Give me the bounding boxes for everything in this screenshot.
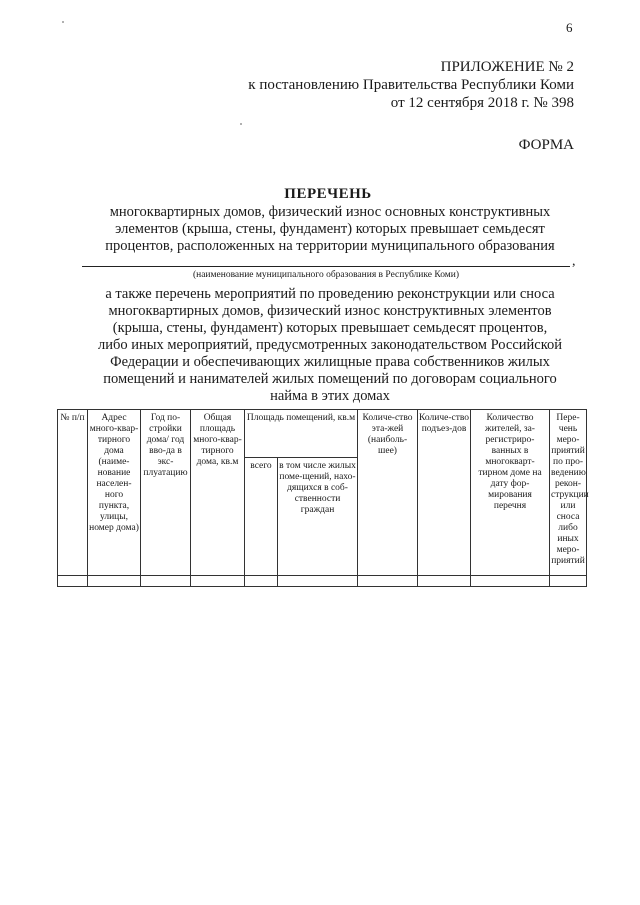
appendix-date: от 12 сентября 2018 г. № 398 xyxy=(390,95,574,111)
measures-line: помещений и нанимателей жилых помещений по договорам социального xyxy=(103,371,557,387)
description-line: процентов, расположенных на территории муниципального образования xyxy=(105,238,555,254)
table-cell xyxy=(550,576,587,587)
scan-speck xyxy=(240,123,242,125)
table-cell xyxy=(418,576,471,587)
header-cell-total-area: Общая площадь много-квар-тирного дома, кв.м xyxy=(191,410,245,576)
table-cell xyxy=(245,576,278,587)
table-cell xyxy=(191,576,245,587)
header-cell-year: Год по-стройки дома/ год вво-да в экс-плуатацию xyxy=(141,410,191,576)
header-cell-residents: Количество жителей, за-регистриро-ванных в многокварт-тирном доме на дату фор-мирования перечня xyxy=(471,410,550,576)
header-cell-address: Адрес много-квар-тирного дома (наиме-нование населен-ного пункта, улицы, номер дома) xyxy=(88,410,141,576)
table-cell xyxy=(278,576,358,587)
measures-line: найма в этих домах xyxy=(270,388,390,404)
header-cell-number: № п/п xyxy=(58,410,88,576)
form-table xyxy=(57,409,587,587)
appendix-header xyxy=(248,58,574,112)
appendix-title: ПРИЛОЖЕНИЕ № 2 xyxy=(440,59,574,75)
scan-speck xyxy=(62,21,64,23)
table-row xyxy=(58,576,587,587)
table-cell xyxy=(358,576,418,587)
measures-line: Федерации и обеспечивающих жилищные права собственников жилых xyxy=(110,354,550,370)
heading-description xyxy=(60,204,600,255)
header-cell-entrances: Количе-ство подъез-дов xyxy=(418,410,471,576)
table-cell xyxy=(141,576,191,587)
measures-line: многоквартирных домов, физический износ конструктивных элементов xyxy=(108,303,552,319)
table-cell xyxy=(88,576,141,587)
form-label: ФОРМА xyxy=(518,137,574,153)
header-cell-floors: Количе-ство эта-жей (наиболь-шее) xyxy=(358,410,418,576)
page-number: 6 xyxy=(566,20,573,35)
table-cell xyxy=(471,576,550,587)
header-cell-area-all: всего xyxy=(245,458,278,576)
fill-line-comma: , xyxy=(572,254,576,269)
measures-line: (крыша, стены, фундамент) которых превышает семьдесят процентов, xyxy=(112,320,548,336)
table-cell xyxy=(58,576,88,587)
document-heading: ПЕРЕЧЕНЬ xyxy=(284,186,372,202)
measures-line: либо иных мероприятий, предусмотренных законодательством Российской xyxy=(97,337,563,353)
description-line: элементов (крыша, стены, фундамент) которых превышает семьдесят xyxy=(115,221,545,237)
header-cell-measures: Пере-чень меро-приятий по про-ведению рекон-струкции или сноса либо иных меро-приятий xyxy=(550,410,587,576)
municipality-fill-line xyxy=(82,266,570,267)
measures-description xyxy=(60,286,600,405)
header-cell-area-owned: в том числе жилых поме-щений, нахо-дящихся в соб-ственности граждан xyxy=(278,458,358,576)
measures-line: а также перечень мероприятий по проведению реконструкции или сноса xyxy=(105,286,555,302)
description-line: многоквартирных домов, физический износ основных конструктивных xyxy=(109,204,551,220)
appendix-resolution: к постановлению Правительства Республики Коми xyxy=(248,77,574,93)
table-header-row xyxy=(58,410,587,458)
fill-line-caption: (наименование муниципального образования в Республике Коми) xyxy=(192,270,460,280)
header-cell-premises-area: Площадь помещений, кв.м xyxy=(245,410,358,458)
